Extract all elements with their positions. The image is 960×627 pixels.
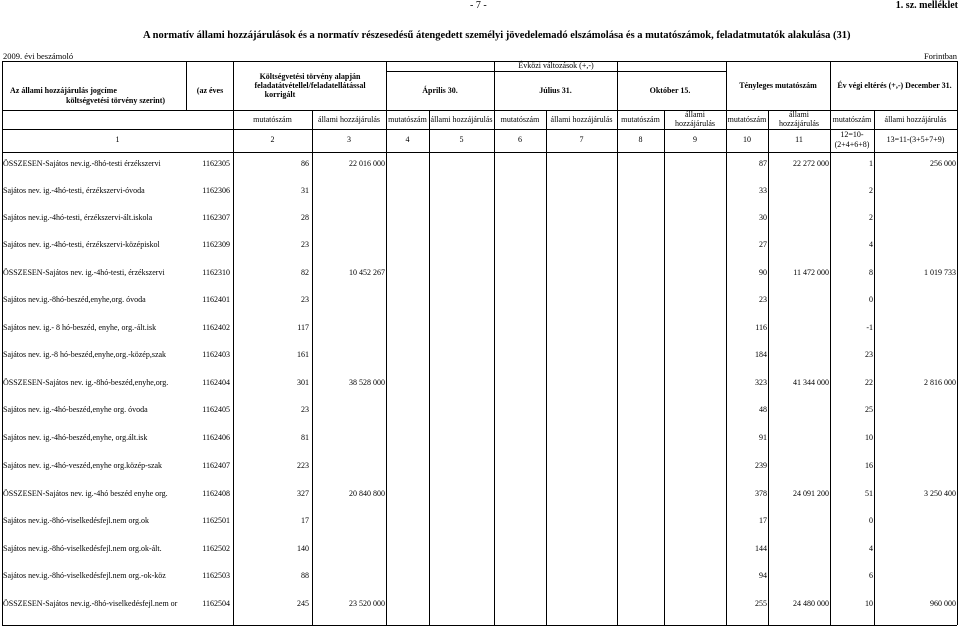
table-cell-diff-amount: 256 000 (930, 159, 956, 168)
grid-hline (2, 129, 957, 130)
table-cell-budget-count: 23 (301, 405, 309, 414)
grid-vline (546, 110, 547, 625)
table-row-code: 1162408 (202, 489, 230, 498)
column-number: 5 (459, 135, 464, 144)
table-row-name: Sajátos nev. ig.-4hó-testi, érzékszervi-középiskol (3, 240, 160, 249)
column-number: 6 (518, 135, 522, 144)
table-cell-diff-count: 16 (865, 461, 873, 470)
table-cell-diff-count: 10 (865, 433, 873, 442)
subheader-cell: hozzájárulás (675, 119, 715, 128)
header-col-name-2: költségvetési törvény szerint) (66, 96, 166, 105)
appendix-label: 1. sz. melléklet (895, 0, 958, 11)
header-july: Július 31. (539, 86, 572, 95)
header-october: Október 15. (649, 86, 691, 95)
subheader-cell: állami (789, 110, 809, 119)
table-row-code: 1162407 (202, 461, 230, 470)
grid-vline (726, 61, 727, 625)
header-midyear: Évközi változások (+,-) (518, 61, 594, 70)
table-cell-budget-count: 82 (301, 268, 309, 277)
grid-hline (2, 625, 957, 626)
grid-vline (957, 61, 958, 625)
grid-vline (312, 110, 313, 625)
table-cell-diff-count: 10 (865, 599, 873, 608)
table-row-name: Sajátos nev.ig.-8hó-viselkedésfejl.nem org.-ok-köz (3, 571, 166, 580)
table-cell-budget-count: 223 (297, 461, 309, 470)
page-number: - 7 - (470, 0, 487, 11)
table-cell-diff-count: 23 (865, 350, 873, 359)
table-cell-diff-count: 25 (865, 405, 873, 414)
table-cell-diff-amount: 3 250 400 (924, 489, 956, 498)
table-cell-actual-amount: 11 472 000 (793, 268, 829, 277)
table-cell-diff-count: 2 (869, 213, 873, 222)
table-row-code: 1162502 (202, 544, 230, 553)
table-cell-budget-amount: 22 016 000 (349, 159, 385, 168)
table-cell-actual-count: 90 (759, 268, 767, 277)
table-cell-actual-count: 33 (759, 186, 767, 195)
subheader-cell: állami hozzájárulás (430, 115, 493, 124)
subheader-cell: hozzájárulás (779, 119, 819, 128)
table-row-name: Sajátos nev. ig.-4hó-veszéd,enyhe org.közép-szak (3, 461, 163, 470)
table-cell-diff-count: -1 (866, 323, 873, 332)
subheader-cell: mutatószám (621, 115, 660, 124)
table-cell-budget-amount: 20 840 800 (349, 489, 385, 498)
table-cell-diff-count: 1 (869, 159, 873, 168)
column-number: 10 (743, 135, 751, 144)
table-cell-budget-amount: 23 520 000 (349, 599, 385, 608)
grid-vline (874, 110, 875, 625)
table-cell-diff-count: 4 (869, 240, 873, 249)
unit-label: Forintban (923, 51, 957, 61)
table-cell-actual-count: 94 (759, 571, 767, 580)
subheader-cell: mutatószám (500, 115, 540, 124)
table-cell-actual-count: 378 (755, 489, 767, 498)
table-row-name: Sajátos nev.ig.-8hó-viselkedésfejl.nem org.ok (3, 516, 149, 525)
table-row-code: 1162305 (202, 159, 230, 168)
table-cell-actual-count: 144 (755, 544, 767, 553)
grid-vline (186, 61, 187, 110)
column-number: 8 (638, 135, 643, 144)
grid-vline (386, 61, 387, 625)
table-row-name: ÖSSZESEN-Sajátos nev. ig.-8hó-beszéd,enyhe,org. (3, 378, 169, 387)
page-title: A normatív állami hozzájárulások és a normatív részesedésű átengedett személyi jövedelemadó elszámolása és a mutatószámok, feladatmutatók alakulása (31) (143, 30, 851, 41)
table-row-code: 1162310 (202, 268, 230, 277)
table-cell-budget-count: 117 (297, 323, 309, 332)
table-cell-actual-count: 239 (755, 461, 767, 470)
table-cell-budget-count: 327 (297, 489, 309, 498)
subheader-cell: mutatószám (727, 115, 767, 124)
column-number: 3 (347, 135, 351, 144)
header-budget-3: korrigált (264, 90, 296, 99)
table-cell-actual-count: 48 (759, 405, 767, 414)
table-row-code: 1162306 (202, 186, 230, 195)
table-row-code: 1162401 (202, 295, 230, 304)
table-cell-actual-count: 323 (755, 378, 767, 387)
table-cell-diff-count: 51 (865, 489, 873, 498)
table-cell-actual-amount: 22 272 000 (793, 159, 829, 168)
column-number: 9 (693, 135, 697, 144)
table-row-code: 1162501 (202, 516, 230, 525)
table-row-name: Sajátos nev. ig.-8 hó-beszéd,enyhe,org.-közép,szak (3, 350, 167, 359)
table-cell-budget-count: 23 (301, 240, 309, 249)
table-row-name: ÖSSZESEN-Sajátos nev. ig.-4hó-testi, érzékszervi (3, 268, 165, 277)
subheader-cell: mutatószám (253, 115, 292, 124)
grid-hline (386, 71, 726, 72)
table-cell-actual-count: 17 (759, 516, 767, 525)
table-cell-diff-amount: 960 000 (930, 599, 956, 608)
column-number: 7 (579, 135, 584, 144)
table-cell-actual-count: 23 (759, 295, 767, 304)
grid-vline (664, 110, 665, 625)
grid-vline (2, 61, 3, 625)
subheader-cell: állami hozzájárulás (318, 115, 380, 124)
column-number: 13=11-(3+5+7+9) (886, 135, 945, 144)
column-number: 12=10- (840, 130, 864, 139)
table-cell-budget-count: 140 (297, 544, 309, 553)
subheader-cell: állami hozzájárulás (550, 115, 613, 124)
table-row-code: 1162404 (202, 378, 230, 387)
table-cell-diff-count: 8 (869, 268, 873, 277)
table-cell-diff-amount: 2 816 000 (924, 378, 956, 387)
table-row-name: Sajátos nev. ig.- 8 hó-beszéd, enyhe, org.-ált.isk (3, 323, 157, 332)
column-number: 2 (270, 135, 275, 144)
table-cell-actual-count: 255 (755, 599, 767, 608)
table-cell-budget-amount: 38 528 000 (349, 378, 385, 387)
table-cell-budget-count: 301 (297, 378, 309, 387)
table-cell-actual-amount: 24 480 000 (793, 599, 829, 608)
grid-vline (617, 61, 618, 625)
table-row-name: Sajátos nev. ig.-4hó-beszéd,enyhe org. óvoda (3, 405, 148, 414)
grid-vline (768, 110, 769, 625)
grid-vline (494, 61, 495, 625)
table-cell-actual-amount: 24 091 200 (793, 489, 829, 498)
grid-vline (233, 61, 234, 625)
table-cell-budget-count: 161 (297, 350, 309, 359)
subheader-cell: állami (685, 110, 705, 119)
table-row-name: ÖSSZESEN-Sajátos nev. ig.-4hó beszéd enyhe org. (3, 489, 168, 498)
table-row-name: ÖSSZESEN-Sajátos nev.ig.-8hó-testi érzékszervi (3, 159, 161, 168)
table-cell-budget-count: 28 (301, 213, 309, 222)
table-cell-actual-count: 116 (755, 323, 767, 332)
grid-vline (429, 110, 430, 625)
table-row-code: 1162402 (202, 323, 230, 332)
table-cell-budget-count: 31 (301, 186, 309, 195)
table-cell-diff-count: 4 (869, 544, 873, 553)
table-row-name: Sajátos nev.ig.-8hó-beszéd,enyhe,org. óvoda (3, 295, 146, 304)
header-april: Április 30. (422, 86, 458, 95)
header-budget-1: Költségvetési törvény alapján (259, 72, 361, 81)
table-row-code: 1162406 (202, 433, 230, 442)
table-row-code: 1162504 (202, 599, 230, 608)
table-row-code: 1162503 (202, 571, 230, 580)
table-cell-diff-count: 0 (869, 516, 873, 525)
column-number: 1 (115, 135, 120, 144)
table-cell-actual-count: 27 (759, 240, 767, 249)
table-cell-budget-count: 23 (301, 295, 309, 304)
table-row-code: 1162309 (202, 240, 230, 249)
table-cell-budget-amount: 10 452 267 (349, 268, 385, 277)
table-row-name: Sajátos nev. ig.-4hó-beszéd,enyhe, org.ált.isk (3, 433, 148, 442)
grid-hline (2, 152, 957, 153)
table-cell-diff-count: 22 (865, 378, 873, 387)
table-row-name: ÖSSZESEN-Sajátos nev.ig.-8hó-viselkedésfejl.nem or (3, 599, 178, 608)
table-row-name: Sajátos nev.ig.-4hó-testi, érzékszervi-ált.iskola (3, 213, 153, 222)
header-col-name: Az állami hozzájárulás jogcíme (10, 86, 117, 95)
table-cell-actual-count: 87 (759, 159, 767, 168)
header-budget-2: feladatátvétellel/feladatellátással (254, 81, 366, 90)
table-cell-budget-count: 17 (301, 516, 309, 525)
table-cell-diff-amount: 1 019 733 (924, 268, 956, 277)
table-row-name: Sajátos nev.ig.-8hó-viselkedésfejl.nem org.ok-ált. (3, 544, 162, 553)
table-cell-actual-count: 184 (755, 350, 767, 359)
table-cell-actual-count: 91 (759, 433, 767, 442)
subheader-cell: állami hozzájárulás (884, 115, 947, 124)
table-cell-budget-count: 88 (301, 571, 309, 580)
table-row-code: 1162307 (202, 213, 230, 222)
table-cell-diff-count: 0 (869, 295, 873, 304)
table-cell-budget-count: 245 (297, 599, 309, 608)
column-number: 11 (795, 135, 803, 144)
table-row-code: 1162403 (202, 350, 230, 359)
header-col-code: (az éves (196, 86, 224, 95)
table-cell-budget-count: 81 (301, 433, 309, 442)
column-number: (2+4+6+8) (834, 140, 870, 149)
table-row-code: 1162405 (202, 405, 230, 414)
subheader-cell: mutatószám (832, 115, 872, 124)
column-number: 4 (405, 135, 410, 144)
header-yearend: Év végi eltérés (+,-) December 31. (837, 81, 952, 90)
table-cell-diff-count: 6 (869, 571, 873, 580)
subheader-cell: mutatószám (388, 115, 427, 124)
table-row-name: Sajátos nev. ig.-4hó-testi, érzékszervi-óvoda (3, 186, 145, 195)
table-cell-actual-amount: 41 344 000 (793, 378, 829, 387)
year-label: 2009. évi beszámoló (3, 51, 74, 61)
table-cell-diff-count: 2 (869, 186, 873, 195)
table-cell-actual-count: 30 (759, 213, 767, 222)
table-cell-budget-count: 86 (301, 159, 309, 168)
header-actual: Tényleges mutatószám (739, 81, 817, 90)
